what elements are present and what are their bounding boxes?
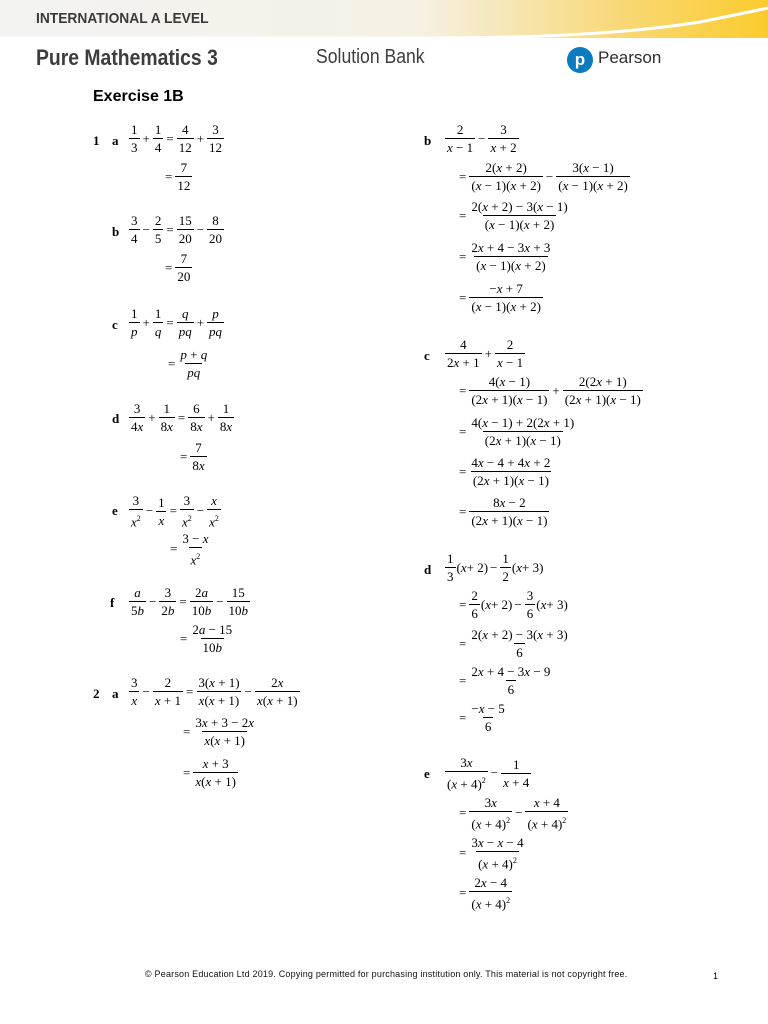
part-label-1a: a: [112, 133, 119, 148]
step-2e-2: = $\frac{3x}{(x + 4)^2}$ − $\frac{x + 4}{(x + 4)^2}$: [459, 795, 567, 832]
part-label-2c: c: [424, 348, 430, 363]
step-2c-5: = $\frac{8x - 2}{(2x + 1)(x - 1)}$: [459, 495, 548, 528]
step-2d-4: = $\frac{2x + 4 - 3x - 9}{6}$: [459, 664, 551, 697]
step-2d-2: = $\frac{2}{6}$ ( x + 2) − $\frac{3}{6}$ ( x + 3): [459, 588, 568, 621]
step-1d-1: 3 4x + $\frac{1}{8x}$ = $\frac{6}{8x}$ + $\frac{1}{8x}$: [131, 401, 233, 434]
step-2c-3: = $\frac{4(x - 1) + 2(2x + 1)}{(2x + 1)(x - 1)}$: [459, 415, 575, 448]
step-1c-1: 1 p + $\frac{1}{q}$ = $\frac{q}{pq}$ + $\frac{p}{pq}$: [131, 306, 223, 339]
series-name: INTERNATIONAL A LEVEL: [36, 10, 209, 27]
step-2d-1: 1 3 ( x + 2) − $\frac{1}{2}$ ( x + 3): [447, 551, 544, 584]
pearson-logo-icon: p: [567, 47, 593, 73]
step-2b-4: = $\frac{2x + 4 - 3x + 3}{(x - 1)(x + 2)}$: [459, 240, 551, 273]
part-label-2b: b: [424, 133, 432, 148]
step-2d-5: = $\frac{-x - 5}{6}$: [459, 701, 505, 734]
step-2a-3: = $\frac{x + 3}{x(x + 1)}$: [183, 756, 236, 789]
step-2a-2: = $\frac{3x + 3 - 2x}{x(x + 1)}$: [183, 715, 255, 748]
exercise-heading: Exercise 1B: [93, 88, 184, 105]
step-2e-1: 3x $(x + 4)^2$ − $\frac{1}{x + 4}$: [447, 755, 530, 792]
step-2c-2: = $\frac{4(x - 1)}{(2x + 1)(x - 1)}$ + $\frac{2(2x + 1)}{(2x + 1)(x - 1)}$: [459, 374, 641, 407]
step-2e-3: = $\frac{3x - x - 4}{(x + 4)^2}$: [459, 835, 524, 872]
step-2b-2: = $\frac{2(x + 2)}{(x - 1)(x + 2)}$ − $\frac{3(x - 1)}{(x - 1)(x + 2)}$: [459, 160, 628, 193]
step-2e-4: = $\frac{2x - 4}{(x + 4)^2}$: [459, 875, 511, 912]
step-1e-2: = $\frac{3 - x}{x^2}$: [170, 531, 209, 568]
step-1b-2: = $\frac{7}{20}$: [165, 251, 191, 284]
step-2a-1: 3 x − $\frac{2}{x + 1}$ = $\frac{3(x + 1)}{x(x + 1)}$ − $\frac{2x}{x(x + 1)}$: [131, 675, 298, 708]
page-number: 1: [713, 971, 719, 981]
step-1c-2: = $\frac{p + q}{pq}$: [168, 347, 208, 380]
part-label-2e: e: [424, 766, 430, 781]
step-1b-1: 3 4 − $\frac{2}{5}$ = $\frac{15}{20}$ − $\frac{8}{20}$: [131, 213, 223, 246]
part-label-2d: d: [424, 562, 432, 577]
part-label-1c: c: [112, 317, 118, 332]
part-label-1f: f: [110, 595, 115, 610]
pearson-logo-text: Pearson: [598, 48, 662, 67]
page-subtitle: Solution Bank: [316, 46, 425, 68]
step-2b-3: = $\frac{2(x + 2) - 3(x - 1)}{(x - 1)(x + 2)}$: [459, 199, 568, 232]
step-1d-2: = $\frac{7}{8x}$: [180, 440, 205, 473]
page-title: Pure Mathematics 3: [36, 45, 218, 70]
step-2d-3: = $\frac{2(x + 2) - 3(x + 3)}{6}$: [459, 627, 568, 660]
step-1a-2: = $\frac{7}{12}$: [165, 160, 191, 193]
step-2b-1: 2 x − 1 − $\frac{3}{x + 2}$: [447, 122, 517, 155]
copyright-footer: © Pearson Education Ltd 2019. Copying permitted for purchasing institution only. This material is not copyright free.: [145, 969, 628, 979]
part-label-1e: e: [112, 503, 118, 518]
step-1a-1: 1 3 + $\frac{1}{4}$ = $\frac{4}{12}$ + $\frac{3}{12}$: [131, 122, 223, 155]
part-label-1d: d: [112, 411, 120, 426]
step-2c-1: 4 2x + 1 + $\frac{2}{x - 1}$: [447, 337, 524, 370]
step-1f-2: = $\frac{2a - 15}{10b}$: [180, 622, 233, 655]
part-label-1b: b: [112, 224, 120, 239]
step-2b-5: = $\frac{-x + 7}{(x - 1)(x + 2)}$: [459, 281, 541, 314]
question-2-label: 2: [93, 686, 100, 701]
step-1e-1: 3 $x^2$ − $\frac{1}{x}$ = $\frac{3}{x^2}$ − $\frac{x}{x^2}$: [131, 493, 219, 530]
question-1-label: 1: [93, 133, 100, 148]
step-1f-1: a 5b − $\frac{3}{2b}$ = $\frac{2a}{10b}$ − $\frac{15}{10b}$: [131, 585, 249, 618]
part-label-2a: a: [112, 686, 119, 701]
step-2c-4: = $\frac{4x - 4 + 4x + 2}{(2x + 1)(x - 1)}$: [459, 455, 551, 488]
